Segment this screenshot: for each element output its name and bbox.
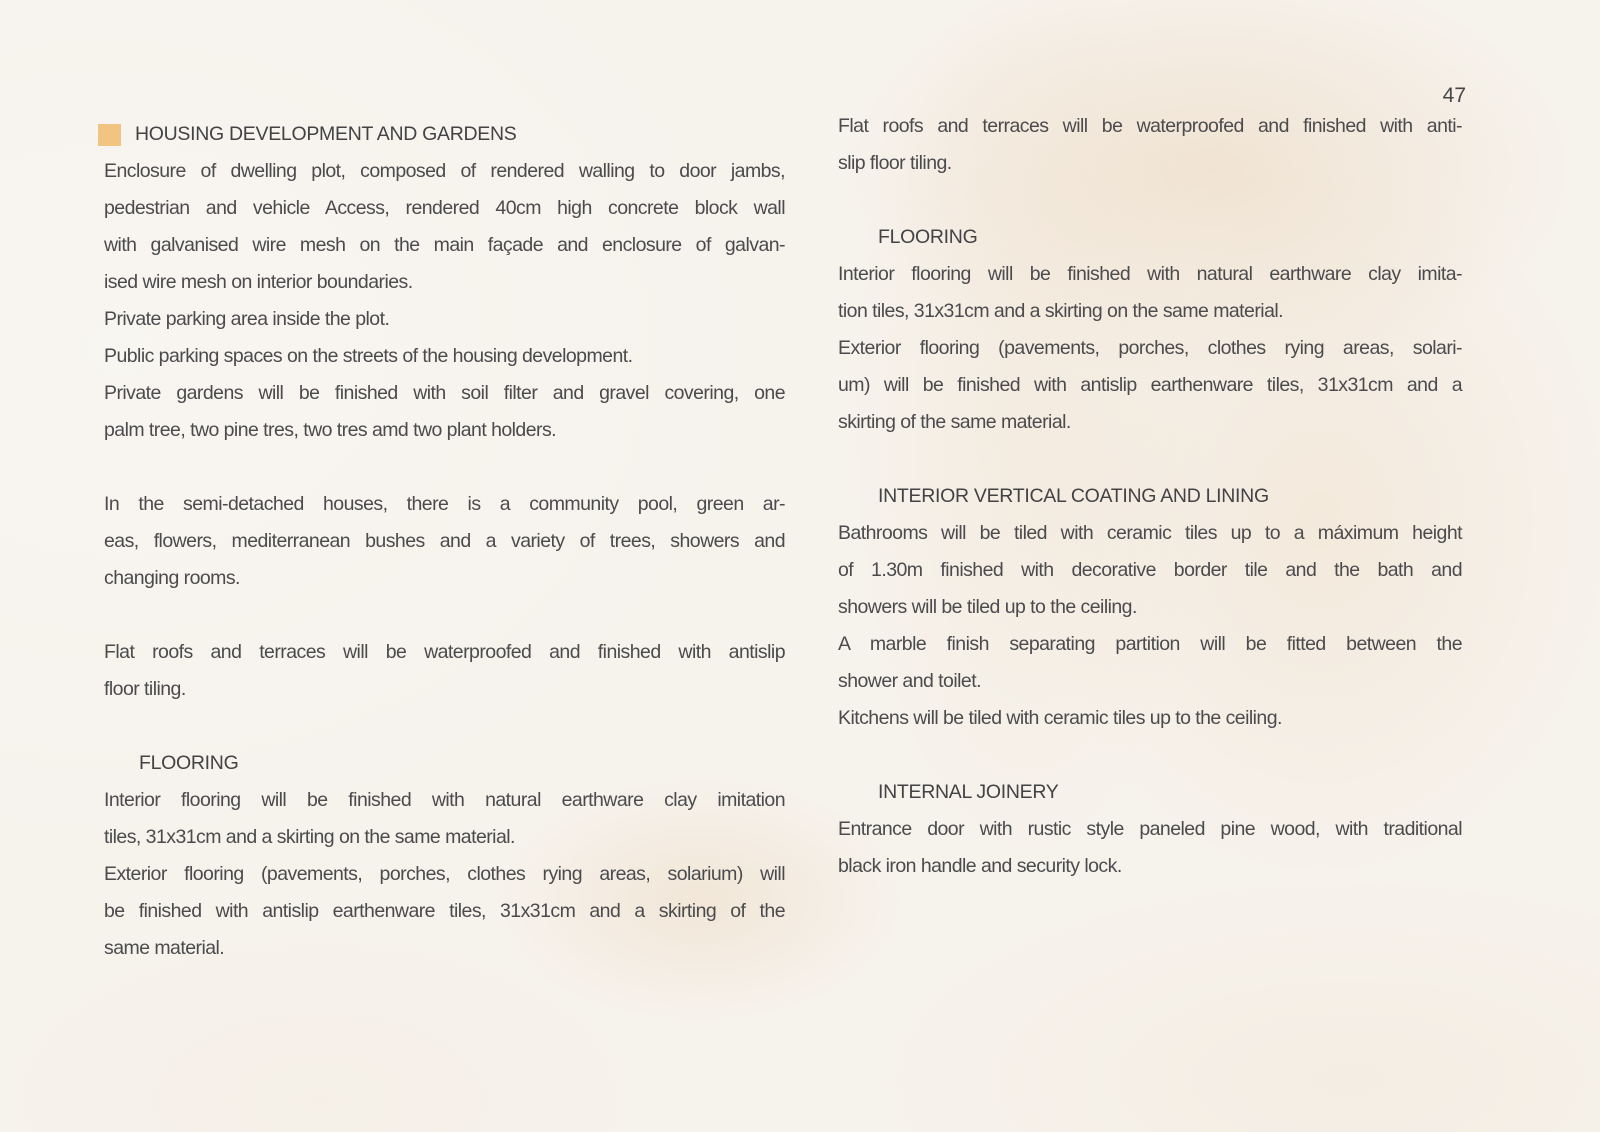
text-line: Enclosure of dwelling plot, composed of rendered walling to door jambs, [104, 160, 785, 182]
text-line: Exterior flooring (pavements, porches, clothes rying areas, solari- [838, 337, 1462, 359]
text-line: Kitchens will be tiled with ceramic tiles up to the ceiling. [838, 707, 1282, 729]
text-line: tiles, 31x31cm and a skirting on the same material. [104, 826, 515, 848]
text-line: Entrance door with rustic style paneled pine wood, with traditional [838, 818, 1462, 840]
section-bullet-icon [98, 124, 121, 146]
text-line: In the semi-detached houses, there is a community pool, green ar- [104, 493, 785, 515]
text-line: eas, flowers, mediterranean bushes and a variety of trees, showers and [104, 530, 785, 552]
text-line: Exterior flooring (pavements, porches, clothes rying areas, solarium) will [104, 863, 785, 885]
text-line: A marble finish separating partition will be fitted between the [838, 633, 1462, 655]
text-line: with galvanised wire mesh on the main façade and enclosure of galvan- [104, 234, 785, 256]
text-line: same material. [104, 937, 225, 959]
text-line: pedestrian and vehicle Access, rendered 40cm high concrete block wall [104, 197, 785, 219]
text-line: Interior flooring will be finished with natural earthware clay imita- [838, 263, 1462, 285]
text-line: shower and toilet. [838, 670, 981, 692]
text-line: um) will be finished with antislip earthenware tiles, 31x31cm and a [838, 374, 1462, 396]
section-heading-row [98, 116, 785, 153]
text-line: Flat roofs and terraces will be waterproofed and finished with anti- [838, 115, 1462, 137]
text-line: changing rooms. [104, 567, 240, 589]
section-heading: INTERIOR VERTICAL COATING AND LINING [878, 485, 1269, 507]
text-line: showers will be tiled up to the ceiling. [838, 596, 1137, 618]
page-number: 47 [1442, 84, 1466, 107]
section-heading: HOUSING DEVELOPMENT AND GARDENS [135, 123, 517, 145]
text-line: Bathrooms will be tiled with ceramic tiles up to a máximum height [838, 522, 1462, 544]
text-line: Flat roofs and terraces will be waterproofed and finished with antislip [104, 641, 785, 663]
text-line: Private gardens will be finished with soil filter and gravel covering, one [104, 382, 785, 404]
text-line: Interior flooring will be finished with natural earthware clay imitation [104, 789, 785, 811]
paragraph-spacer [838, 737, 1462, 774]
section-heading: INTERNAL JOINERY [878, 781, 1059, 803]
paragraph-spacer [838, 182, 1462, 219]
text-line: floor tiling. [104, 678, 186, 700]
text-line: skirting of the same material. [838, 411, 1071, 433]
section-heading: FLOORING [878, 226, 978, 248]
text-line: Private parking area inside the plot. [104, 308, 390, 330]
paragraph-spacer [838, 441, 1462, 478]
paragraph-spacer [104, 449, 785, 486]
text-line: Public parking spaces on the streets of the housing development. [104, 345, 633, 367]
text-line: ised wire mesh on interior boundaries. [104, 271, 413, 293]
text-line: tion tiles, 31x31cm and a skirting on the same material. [838, 300, 1284, 322]
paragraph-spacer [104, 708, 785, 745]
text-line: black iron handle and security lock. [838, 855, 1122, 877]
paragraph-spacer [104, 597, 785, 634]
text-line: palm tree, two pine tres, two tres amd two plant holders. [104, 419, 557, 441]
text-line: be finished with antislip earthenware tiles, 31x31cm and a skirting of the [104, 900, 785, 922]
right-column [838, 108, 1462, 885]
left-column [104, 116, 785, 967]
section-heading: FLOORING [139, 752, 239, 774]
text-line: slip floor tiling. [838, 152, 952, 174]
text-line: of 1.30m finished with decorative border tile and the bath and [838, 559, 1462, 581]
